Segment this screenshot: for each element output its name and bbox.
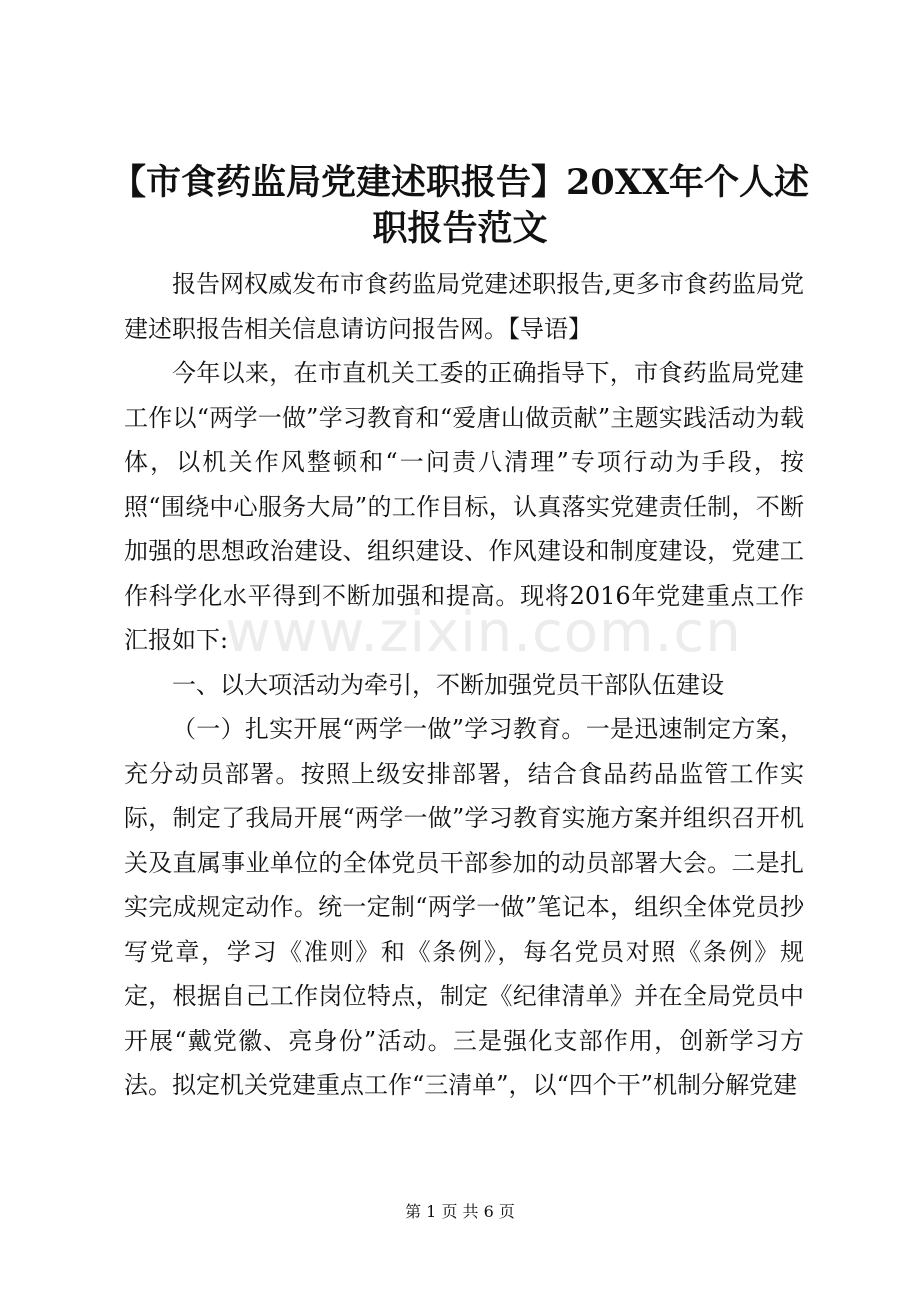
section-heading: 一、以大项活动为牵引，不断加强党员干部队伍建设	[172, 670, 724, 699]
summary-paragraph: 今年以来，在市直机关工委的正确指导下，市食药监局党建工作以“两学一做”学习教育和“爱唐山做贡献”主题实践活动为载体，以机关作风整顿和“一问责八清理”专项行动为手段，按照“围绕中心服务大局”的工作目标，认真落实党建责任制，不断加强的思想政治建设、组织建设、作风建设和制度建设，党建工作科学化水平得到不断加强和提高。现将2016年党建重点工作汇报如下:	[124, 359, 804, 654]
subsection-paragraph: （一）扎实开展“两学一做”学习教育。一是迅速制定方案，充分动员部署。按照上级安排部署，结合食品药品监管工作实际，制定了我局开展“两学一做”学习教育实施方案并组织召开机关及直属事业单位的全体党员干部参加的动员部署大会。二是扎实完成规定动作。统一定制“两学一做”笔记本，组织全体党员抄写党章，学习《准则》和《条例》，每名党员对照《条例》规定，根据自己工作岗位特点，制定《纪律清单》并在全局党员中开展“戴党徽、亮身份”活动。三是强化支部作用，创新学习方法。拟定机关党建重点工作“三清单”，以“四个干”机制分解党建	[124, 715, 804, 1099]
intro-paragraph: 报告网权威发布市食药监局党建述职报告,更多市食药监局党建述职报告相关信息请访问报告网。【导语】	[124, 270, 804, 343]
document-body	[124, 262, 804, 1108]
page-footer: 第 1 页 共 6 页	[405, 1202, 515, 1221]
watermark: www.zixin.com.cn	[225, 600, 742, 665]
document-title: 【市食药监局党建述职报告】20XX年个人述职报告范文	[110, 162, 810, 249]
